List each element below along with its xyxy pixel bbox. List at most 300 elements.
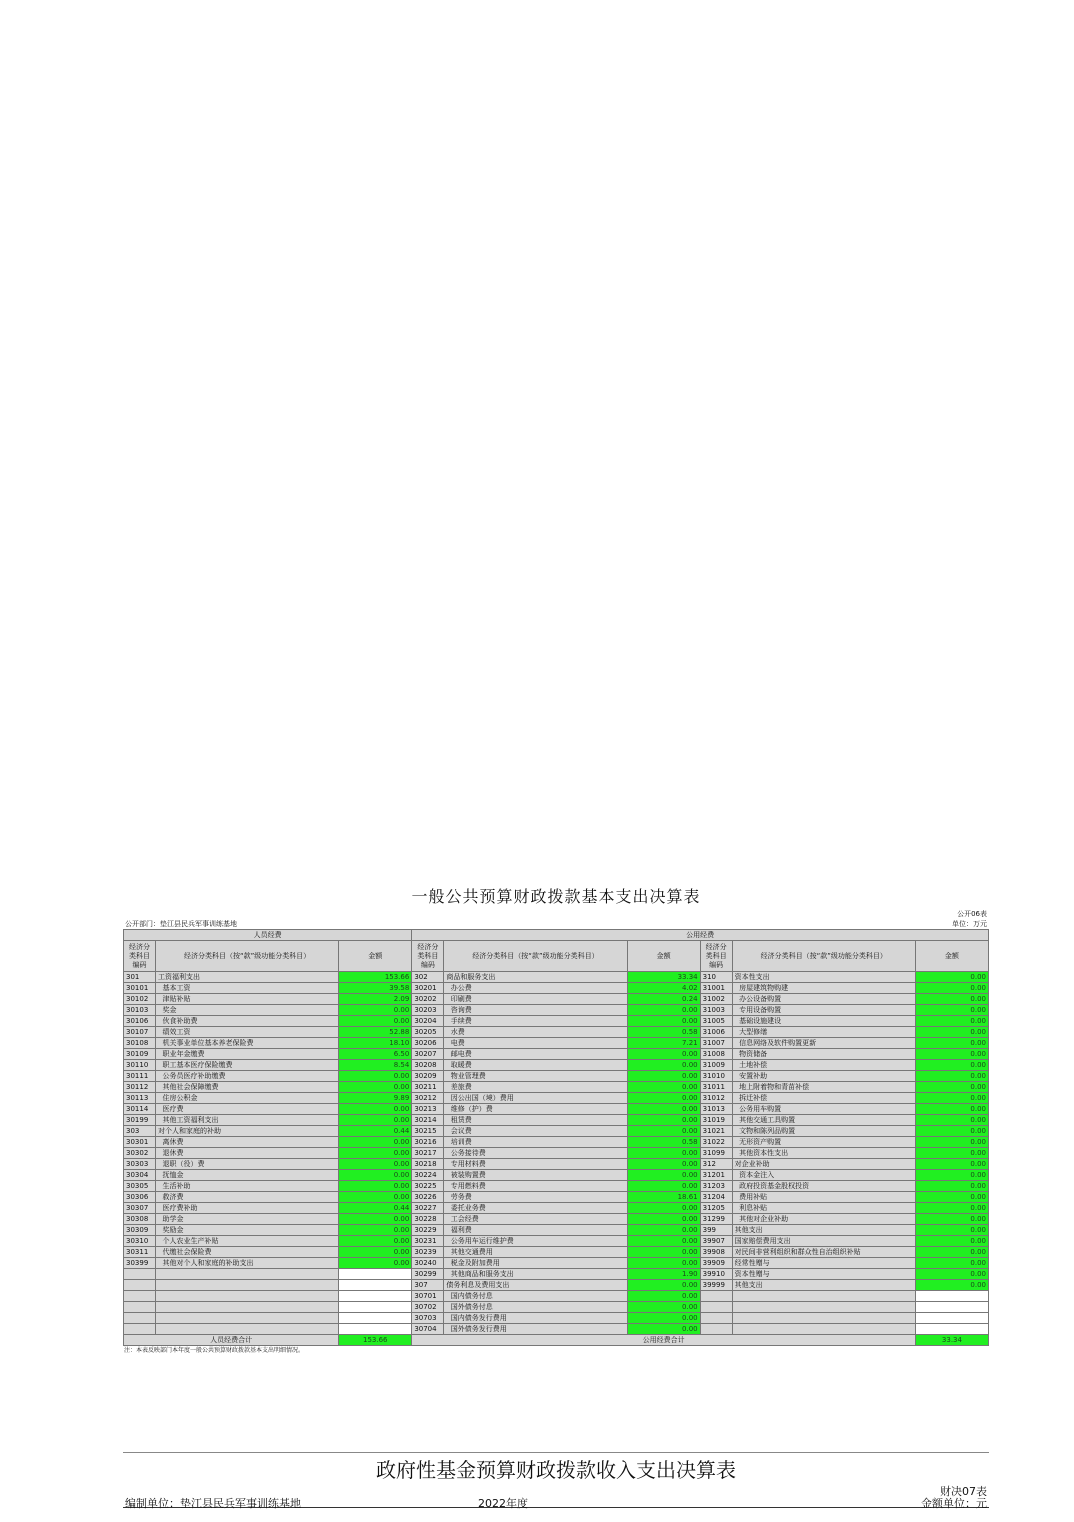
- row-name: 被装购置费: [444, 1170, 627, 1181]
- total-public-label: 公用经费合计: [412, 1335, 916, 1346]
- row-code: 30211: [412, 1082, 444, 1093]
- table1-column-header: [124, 941, 989, 972]
- row-name: 商品和服务支出: [444, 972, 627, 983]
- row-name: 其他对个人和家庭的补助支出: [156, 1258, 339, 1269]
- row-name: 资本金注入: [732, 1170, 915, 1181]
- row-code: [700, 1291, 732, 1302]
- table-row: [124, 1071, 989, 1082]
- row-amount: 0.00: [339, 1159, 412, 1170]
- row-name: [732, 1324, 915, 1335]
- row-name: 其他交通费用: [444, 1247, 627, 1258]
- table-row: [124, 1313, 989, 1324]
- row-code: 30308: [124, 1214, 156, 1225]
- row-name: 工资福利支出: [156, 972, 339, 983]
- row-name: 职业年金缴费: [156, 1049, 339, 1060]
- row-amount: 52.88: [339, 1027, 412, 1038]
- row-code: 30218: [412, 1159, 444, 1170]
- col-name: 经济分类科目（按“款”级功能分类科目）: [156, 941, 339, 972]
- row-name: 其他交通工具购置: [732, 1115, 915, 1126]
- row-name: 经常性赠与: [732, 1258, 915, 1269]
- table-row: [124, 1104, 989, 1115]
- table-row: [124, 1170, 989, 1181]
- row-amount: 0.58: [627, 1027, 700, 1038]
- row-code: 31099: [700, 1148, 732, 1159]
- table2-unit-label: 编制单位：垫江县民兵军事训练基地: [125, 1497, 301, 1510]
- table-row: [124, 1049, 989, 1060]
- row-code: 31201: [700, 1170, 732, 1181]
- row-name: 取暖费: [444, 1060, 627, 1071]
- group-personnel: 人员经费: [124, 930, 412, 941]
- row-amount: 0.00: [627, 1082, 700, 1093]
- total-personnel-amount: 153.66: [339, 1335, 412, 1346]
- row-code: 30201: [412, 983, 444, 994]
- row-code: 30225: [412, 1181, 444, 1192]
- row-name: 房屋建筑物购建: [732, 983, 915, 994]
- table1-group-header: [124, 930, 989, 941]
- row-amount: 0.00: [627, 1159, 700, 1170]
- row-name: [156, 1291, 339, 1302]
- row-amount: 0.00: [915, 1236, 988, 1247]
- row-amount: 0.58: [627, 1137, 700, 1148]
- row-name: 其他商品和服务支出: [444, 1269, 627, 1280]
- row-amount: [339, 1280, 412, 1291]
- row-amount: 0.00: [627, 1104, 700, 1115]
- row-amount: 33.34: [627, 972, 700, 983]
- row-name: 信息网络及软件购置更新: [732, 1038, 915, 1049]
- row-name: 办公设备购置: [732, 994, 915, 1005]
- row-amount: 0.00: [915, 1203, 988, 1214]
- row-code: 30229: [412, 1225, 444, 1236]
- row-name: [732, 1302, 915, 1313]
- row-name: 奖励金: [156, 1225, 339, 1236]
- table2-title: 政府性基金预算财政拨款收入支出决算表: [123, 1452, 989, 1483]
- row-name: 津贴补贴: [156, 994, 339, 1005]
- row-code: 30301: [124, 1137, 156, 1148]
- row-name: [156, 1313, 339, 1324]
- table1-note: 注：本表反映部门本年度一般公共预算财政拨款基本支出明细情况。: [124, 1347, 305, 1354]
- row-amount: 0.00: [915, 1005, 988, 1016]
- row-amount: 0.00: [627, 1016, 700, 1027]
- row-amount: 0.00: [339, 1115, 412, 1126]
- row-name: 劳务费: [444, 1192, 627, 1203]
- row-amount: 0.00: [627, 1302, 700, 1313]
- row-name: 物资储备: [732, 1049, 915, 1060]
- row-name: 离休费: [156, 1137, 339, 1148]
- row-code: 31006: [700, 1027, 732, 1038]
- table-row: [124, 1324, 989, 1335]
- row-amount: 0.00: [339, 1225, 412, 1236]
- row-amount: 39.58: [339, 983, 412, 994]
- row-code: [700, 1324, 732, 1335]
- row-amount: 0.00: [339, 1192, 412, 1203]
- table1-meta-top: [123, 909, 989, 919]
- row-code: [124, 1313, 156, 1324]
- row-name: 文物和陈列品购置: [732, 1126, 915, 1137]
- row-amount: [915, 1291, 988, 1302]
- row-code: 30307: [124, 1203, 156, 1214]
- row-code: 39999: [700, 1280, 732, 1291]
- row-amount: 7.21: [627, 1038, 700, 1049]
- row-name: 国外债务付息: [444, 1302, 627, 1313]
- table-row: [124, 1225, 989, 1236]
- table-row: [124, 983, 989, 994]
- row-amount: 0.00: [627, 1071, 700, 1082]
- row-name: 租赁费: [444, 1115, 627, 1126]
- row-name: 邮电费: [444, 1049, 627, 1060]
- table-row: [124, 1038, 989, 1049]
- row-name: 手续费: [444, 1016, 627, 1027]
- row-code: 39908: [700, 1247, 732, 1258]
- row-amount: 0.00: [627, 1049, 700, 1060]
- table-row: [124, 1280, 989, 1291]
- row-code: 31009: [700, 1060, 732, 1071]
- row-amount: 0.00: [915, 1115, 988, 1126]
- row-code: 30704: [412, 1324, 444, 1335]
- row-amount: 0.00: [915, 1126, 988, 1137]
- row-name: 其他社会保障缴费: [156, 1082, 339, 1093]
- row-code: 30304: [124, 1170, 156, 1181]
- table2-form-no: 财决07表: [940, 1485, 987, 1498]
- table1-unit: 单位：万元: [952, 920, 987, 928]
- row-amount: 0.00: [339, 1071, 412, 1082]
- row-amount: 0.44: [339, 1126, 412, 1137]
- row-name: 印刷费: [444, 994, 627, 1005]
- row-amount: 0.00: [339, 1137, 412, 1148]
- table2-year: 2022年度: [478, 1497, 528, 1510]
- row-name: 其他支出: [732, 1280, 915, 1291]
- row-code: 30228: [412, 1214, 444, 1225]
- row-code: 30302: [124, 1148, 156, 1159]
- row-name: [156, 1324, 339, 1335]
- row-amount: 0.00: [627, 1203, 700, 1214]
- col-code: 经济分类科目编码: [124, 941, 156, 972]
- table-row: [124, 1005, 989, 1016]
- row-code: 30212: [412, 1093, 444, 1104]
- row-code: 39910: [700, 1269, 732, 1280]
- row-amount: 0.00: [627, 1148, 700, 1159]
- row-code: 30299: [412, 1269, 444, 1280]
- table-row: [124, 972, 989, 983]
- row-name: 办公费: [444, 983, 627, 994]
- row-code: 31203: [700, 1181, 732, 1192]
- row-amount: 0.00: [915, 1093, 988, 1104]
- row-code: 30226: [412, 1192, 444, 1203]
- table2-currency: 金额单位：元: [921, 1497, 987, 1510]
- row-code: 30107: [124, 1027, 156, 1038]
- row-code: 30209: [412, 1071, 444, 1082]
- row-name: 其他资本性支出: [732, 1148, 915, 1159]
- row-code: 30101: [124, 983, 156, 994]
- row-name: 医疗费: [156, 1104, 339, 1115]
- row-name: 对企业补助: [732, 1159, 915, 1170]
- row-amount: 0.00: [915, 1192, 988, 1203]
- col-amount: 金额: [339, 941, 412, 972]
- row-code: 30306: [124, 1192, 156, 1203]
- row-amount: 0.00: [627, 1291, 700, 1302]
- row-name: 工会经费: [444, 1214, 627, 1225]
- row-amount: 0.00: [339, 1236, 412, 1247]
- row-code: [700, 1302, 732, 1313]
- total-personnel-label: 人员经费合计: [124, 1335, 339, 1346]
- row-name: 对个人和家庭的补助: [156, 1126, 339, 1137]
- row-code: 31021: [700, 1126, 732, 1137]
- row-code: [124, 1291, 156, 1302]
- row-name: 安置补助: [732, 1071, 915, 1082]
- row-code: 30213: [412, 1104, 444, 1115]
- row-code: 30701: [412, 1291, 444, 1302]
- row-amount: [339, 1313, 412, 1324]
- row-amount: 0.00: [627, 1126, 700, 1137]
- row-name: 水费: [444, 1027, 627, 1038]
- row-code: 30217: [412, 1148, 444, 1159]
- row-code: 30114: [124, 1104, 156, 1115]
- row-name: [156, 1302, 339, 1313]
- row-name: 住房公积金: [156, 1093, 339, 1104]
- row-name: 基础设施建设: [732, 1016, 915, 1027]
- row-amount: 0.00: [339, 1247, 412, 1258]
- table-row: [124, 1115, 989, 1126]
- row-amount: [915, 1313, 988, 1324]
- row-name: 职工基本医疗保险缴费: [156, 1060, 339, 1071]
- row-name: 利息补贴: [732, 1203, 915, 1214]
- row-code: 30103: [124, 1005, 156, 1016]
- row-code: 31022: [700, 1137, 732, 1148]
- row-amount: 0.00: [915, 1269, 988, 1280]
- row-code: 30113: [124, 1093, 156, 1104]
- row-code: 310: [700, 972, 732, 983]
- row-code: 30310: [124, 1236, 156, 1247]
- table-row: [124, 1181, 989, 1192]
- row-amount: 0.00: [627, 1060, 700, 1071]
- row-code: 30204: [412, 1016, 444, 1027]
- row-code: 30309: [124, 1225, 156, 1236]
- row-amount: 0.00: [627, 1214, 700, 1225]
- row-code: 30311: [124, 1247, 156, 1258]
- row-code: 30199: [124, 1115, 156, 1126]
- row-amount: 0.00: [915, 1137, 988, 1148]
- row-amount: 6.50: [339, 1049, 412, 1060]
- table2-sheet: [123, 1452, 989, 1522]
- row-amount: 4.02: [627, 983, 700, 994]
- row-code: 31010: [700, 1071, 732, 1082]
- row-amount: 0.00: [915, 1016, 988, 1027]
- table-row: [124, 1302, 989, 1313]
- row-amount: 0.00: [915, 1049, 988, 1060]
- table-row: [124, 1192, 989, 1203]
- row-name: 大型修缮: [732, 1027, 915, 1038]
- row-amount: 0.00: [915, 1082, 988, 1093]
- row-name: 维修（护）费: [444, 1104, 627, 1115]
- row-amount: 0.00: [915, 1181, 988, 1192]
- row-code: 30239: [412, 1247, 444, 1258]
- row-name: 奖金: [156, 1005, 339, 1016]
- row-code: [124, 1302, 156, 1313]
- table-row: [124, 1236, 989, 1247]
- table-row: [124, 1082, 989, 1093]
- row-code: 30203: [412, 1005, 444, 1016]
- row-name: 其他支出: [732, 1225, 915, 1236]
- table-row: [124, 1126, 989, 1137]
- row-amount: 0.00: [627, 1247, 700, 1258]
- row-name: [732, 1313, 915, 1324]
- row-amount: 0.00: [627, 1170, 700, 1181]
- row-code: 39907: [700, 1236, 732, 1247]
- row-name: 公务用车购置: [732, 1104, 915, 1115]
- row-code: 31205: [700, 1203, 732, 1214]
- row-name: 国内债务付息: [444, 1291, 627, 1302]
- row-amount: [915, 1302, 988, 1313]
- table-row: [124, 1269, 989, 1280]
- row-amount: 0.00: [915, 1104, 988, 1115]
- row-amount: 2.09: [339, 994, 412, 1005]
- row-code: 30231: [412, 1236, 444, 1247]
- total-public-amount: 33.34: [915, 1335, 988, 1346]
- row-code: 399: [700, 1225, 732, 1236]
- row-code: 30399: [124, 1258, 156, 1269]
- row-code: 31008: [700, 1049, 732, 1060]
- row-amount: 18.10: [339, 1038, 412, 1049]
- row-code: 30202: [412, 994, 444, 1005]
- row-code: 307: [412, 1280, 444, 1291]
- row-code: 30207: [412, 1049, 444, 1060]
- table-row: [124, 1291, 989, 1302]
- row-amount: 0.24: [627, 994, 700, 1005]
- row-code: 30214: [412, 1115, 444, 1126]
- row-amount: 0.00: [915, 1071, 988, 1082]
- table1-sheet: [123, 885, 989, 1356]
- row-amount: 0.00: [915, 1214, 988, 1225]
- row-code: 39909: [700, 1258, 732, 1269]
- row-amount: 0.00: [915, 1170, 988, 1181]
- row-name: 对民间非营利组织和群众性自治组织补贴: [732, 1247, 915, 1258]
- table-row: [124, 1137, 989, 1148]
- row-name: [732, 1291, 915, 1302]
- row-amount: 0.00: [915, 1060, 988, 1071]
- row-amount: 0.00: [627, 1313, 700, 1324]
- row-name: 培训费: [444, 1137, 627, 1148]
- row-code: 30108: [124, 1038, 156, 1049]
- row-amount: 0.00: [339, 1016, 412, 1027]
- row-code: 30216: [412, 1137, 444, 1148]
- row-name: 基本工资: [156, 983, 339, 994]
- row-name: 代缴社会保险费: [156, 1247, 339, 1258]
- col-name: 经济分类科目（按“款”级功能分类科目）: [732, 941, 915, 972]
- row-code: 31001: [700, 983, 732, 994]
- row-code: 31019: [700, 1115, 732, 1126]
- row-name: [156, 1280, 339, 1291]
- table-row: [124, 1258, 989, 1269]
- row-amount: [915, 1324, 988, 1335]
- row-name: 资本性支出: [732, 972, 915, 983]
- row-name: 资本性赠与: [732, 1269, 915, 1280]
- row-code: [124, 1324, 156, 1335]
- row-amount: 0.00: [339, 1214, 412, 1225]
- row-name: 物业管理费: [444, 1071, 627, 1082]
- row-amount: 0.00: [915, 1280, 988, 1291]
- row-code: 30240: [412, 1258, 444, 1269]
- table1: [123, 929, 989, 1346]
- row-amount: 0.00: [627, 1115, 700, 1126]
- row-code: 31002: [700, 994, 732, 1005]
- row-amount: 18.61: [627, 1192, 700, 1203]
- row-amount: 0.00: [627, 1005, 700, 1016]
- row-amount: 0.00: [339, 1148, 412, 1159]
- row-name: 公务员医疗补助缴费: [156, 1071, 339, 1082]
- table-row: [124, 1093, 989, 1104]
- row-code: 31204: [700, 1192, 732, 1203]
- row-name: 个人农业生产补贴: [156, 1236, 339, 1247]
- row-name: 医疗费补助: [156, 1203, 339, 1214]
- row-amount: 9.89: [339, 1093, 412, 1104]
- row-amount: 0.44: [339, 1203, 412, 1214]
- group-public: 公用经费: [412, 930, 989, 941]
- row-amount: 0.00: [627, 1236, 700, 1247]
- table1-title: 一般公共预算财政拨款基本支出决算表: [411, 887, 701, 906]
- row-code: 30215: [412, 1126, 444, 1137]
- row-amount: 0.00: [627, 1324, 700, 1335]
- table-row: [124, 1016, 989, 1027]
- row-code: 30702: [412, 1302, 444, 1313]
- row-code: 30224: [412, 1170, 444, 1181]
- row-amount: [339, 1302, 412, 1313]
- row-amount: 0.00: [339, 1170, 412, 1181]
- row-code: 31011: [700, 1082, 732, 1093]
- row-amount: 153.66: [339, 972, 412, 983]
- row-code: 30303: [124, 1159, 156, 1170]
- col-code: 经济分类科目编码: [700, 941, 732, 972]
- row-name: 国内债务发行费用: [444, 1313, 627, 1324]
- row-name: 无形资产购置: [732, 1137, 915, 1148]
- row-code: 30109: [124, 1049, 156, 1060]
- row-name: 专用材料费: [444, 1159, 627, 1170]
- row-amount: 0.00: [915, 1159, 988, 1170]
- row-code: [124, 1280, 156, 1291]
- table-row: [124, 994, 989, 1005]
- row-code: 30305: [124, 1181, 156, 1192]
- row-amount: 0.00: [915, 1258, 988, 1269]
- row-name: 会议费: [444, 1126, 627, 1137]
- row-code: 30206: [412, 1038, 444, 1049]
- row-name: 退职（役）费: [156, 1159, 339, 1170]
- row-name: 债务利息及费用支出: [444, 1280, 627, 1291]
- row-amount: 0.00: [627, 1225, 700, 1236]
- row-code: 312: [700, 1159, 732, 1170]
- row-code: 30110: [124, 1060, 156, 1071]
- row-code: 31005: [700, 1016, 732, 1027]
- row-code: 30102: [124, 994, 156, 1005]
- row-name: 机关事业单位基本养老保险费: [156, 1038, 339, 1049]
- row-amount: 1.90: [627, 1269, 700, 1280]
- row-amount: 0.00: [915, 1225, 988, 1236]
- row-name: 公务用车运行维护费: [444, 1236, 627, 1247]
- table-row: [124, 1148, 989, 1159]
- row-amount: 0.00: [339, 1181, 412, 1192]
- row-amount: 8.54: [339, 1060, 412, 1071]
- row-name: 抚恤金: [156, 1170, 339, 1181]
- col-amount: 金额: [627, 941, 700, 972]
- row-name: 土地补偿: [732, 1060, 915, 1071]
- row-name: 其他工资福利支出: [156, 1115, 339, 1126]
- row-name: 生活补助: [156, 1181, 339, 1192]
- row-amount: 0.00: [915, 1038, 988, 1049]
- row-name: 伙食补助费: [156, 1016, 339, 1027]
- row-amount: 0.00: [339, 1258, 412, 1269]
- row-name: 其他对企业补助: [732, 1214, 915, 1225]
- row-code: 301: [124, 972, 156, 983]
- row-code: 302: [412, 972, 444, 983]
- row-name: 拆迁补偿: [732, 1093, 915, 1104]
- table-row: [124, 1214, 989, 1225]
